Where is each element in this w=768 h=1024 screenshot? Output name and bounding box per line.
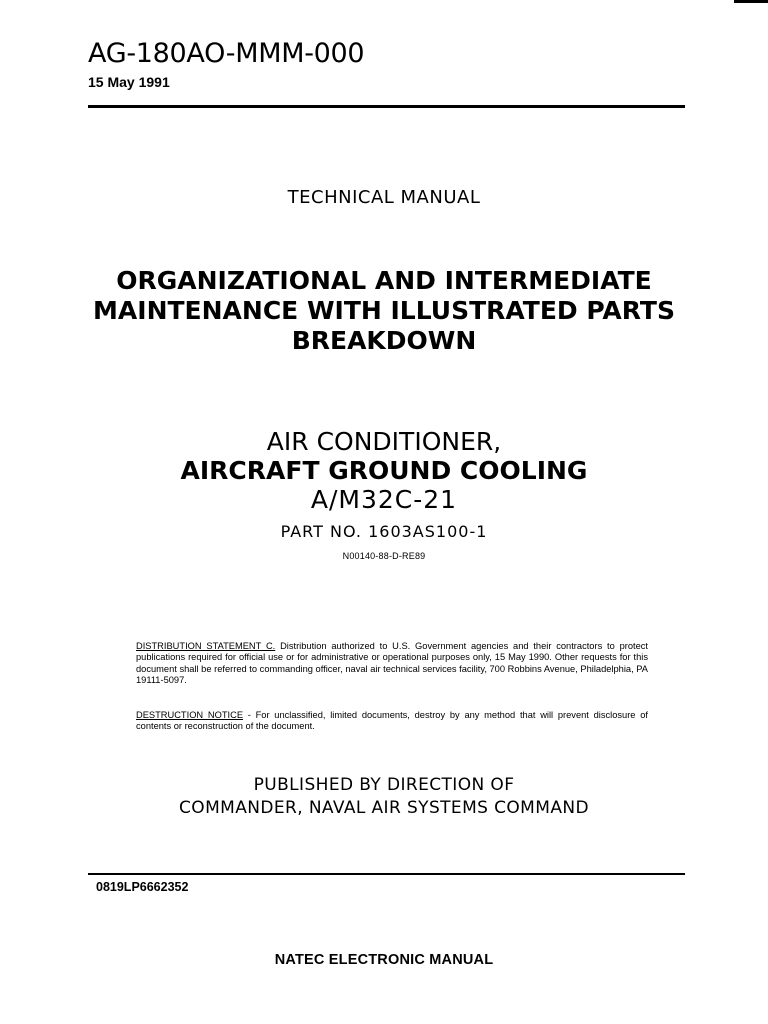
title-line-2: MAINTENANCE WITH ILLUSTRATED PARTS [93,296,675,325]
footer-label: NATEC ELECTRONIC MANUAL [274,952,494,968]
published-by [0,774,768,820]
distribution-text: Distribution authorized to U.S. Government agencies and their contractors to protect publications required for official use or for administrative or operational purposes only, 15 May 1990. Other requests for this document shall be referred to commanding officer, naval air technical services facility, 700 Robbins Avenue, Philadelphia, PA 19111-5097. [136,641,648,685]
bottom-divider [88,873,685,875]
document-date: 15 May 1991 [88,74,170,90]
part-number: PART NO. 1603AS100-1 [280,522,488,541]
top-divider [88,105,685,108]
title-line-3: BREAKDOWN [291,326,477,355]
corner-mark [734,0,768,3]
document-number: AG-180AO-MMM-000 [88,38,365,69]
published-line-2: COMMANDER, NAVAL AIR SYSTEMS COMMAND [179,798,589,818]
manual-type: TECHNICAL MANUAL [287,187,481,208]
subject-line-3: A/M32C-21 [310,485,458,514]
subject-line-1: AIR CONDITIONER, [266,427,502,456]
distribution-heading: DISTRIBUTION STATEMENT C. [136,641,276,651]
control-number: 0819LP6662352 [96,880,189,894]
distribution-statement [136,641,648,686]
title-line-1: ORGANIZATIONAL AND INTERMEDIATE [116,266,652,295]
destruction-notice [136,710,648,733]
destruction-heading: DESTRUCTION NOTICE [136,710,244,720]
main-title [0,266,768,356]
published-line-1: PUBLISHED BY DIRECTION OF [253,775,515,795]
reference-code: N00140-88-D-RE89 [342,551,426,561]
subject-line-2: AIRCRAFT GROUND COOLING [180,456,588,485]
destruction-text: - For unclassified, limited documents, destroy by any method that will prevent disclosure of contents or reconstruction of the document. [136,710,648,732]
